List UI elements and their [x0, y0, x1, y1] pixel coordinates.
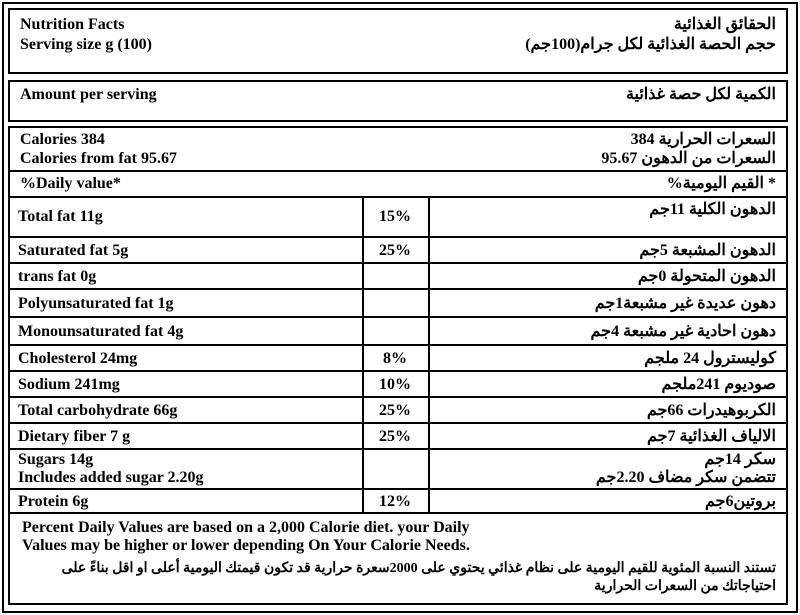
- nutrient-en: Sugars 14g: [18, 451, 94, 468]
- nutrient-table: [8, 196, 788, 514]
- table-row: [10, 318, 786, 346]
- daily-percent: 10%: [379, 376, 411, 393]
- table-row: [10, 264, 786, 290]
- daily-percent: 12%: [379, 493, 411, 510]
- nutrient-en: Saturated fat 5g: [18, 242, 129, 259]
- nutrient-ar: الكربوهيدرات 66جم: [646, 402, 776, 419]
- calories-from-fat-ar: السعرات من الدهون 95.67: [601, 150, 776, 167]
- nutrient-ar: سكر 14جم: [704, 451, 776, 468]
- nutrient-en-sub: Includes added sugar 2.20g: [18, 469, 204, 486]
- nutrient-ar: دهون احادية غير مشبعة 4جم: [590, 323, 776, 340]
- nutrient-ar: كوليسترول 24 ملجم: [644, 350, 776, 367]
- nutrient-en: Protein 6g: [18, 493, 89, 510]
- calories-section: [8, 126, 788, 172]
- table-row: [10, 424, 786, 450]
- table-row: [10, 490, 786, 514]
- nutrient-en: Cholesterol 24mg: [18, 350, 138, 367]
- footnote-ar-line-2: احتياجاتك من السعرات الحرارية: [594, 579, 776, 594]
- title-ar: الحقائق الغذائية: [673, 16, 776, 33]
- table-row: [10, 372, 786, 398]
- table-row: [10, 238, 786, 264]
- table-row: [10, 290, 786, 318]
- nutrient-en: Total fat 11g: [18, 208, 103, 225]
- footnote-ar-line-1: تستند النسبة المئوية للقيم اليومية على نظام غذائي يحتوي على 2000سعرة حرارية قد تكون قيمتك اليومية أعلى او اقل بناءً على: [61, 561, 776, 576]
- amount-per-serving-ar: الكمية لكل حصة غذائية: [625, 86, 776, 103]
- nutrient-ar: الالياف الغذائية 7جم: [646, 428, 776, 445]
- nutrient-ar: صوديوم 241ملجم: [661, 376, 776, 393]
- nutrient-en: Total carbohydrate 66g: [18, 402, 178, 419]
- nutrient-en: Dietary fiber 7 g: [18, 428, 131, 445]
- calories-ar: السعرات الحرارية 384: [630, 131, 776, 148]
- table-row: [10, 450, 786, 490]
- daily-value-section: [8, 172, 788, 198]
- footnote-en-line-2: Values may be higher or lower depending On Your Calorie Needs.: [22, 537, 470, 554]
- nutrient-ar-sub: تتضمن سكر مضاف 2.20جم: [595, 469, 776, 486]
- nutrient-en: Sodium 241mg: [18, 376, 120, 393]
- footnote-section: [8, 514, 788, 605]
- daily-value-en: %Daily value*: [20, 175, 121, 192]
- table-row: [10, 196, 786, 238]
- daily-percent: 25%: [379, 242, 411, 259]
- nutrient-en: Polyunsaturated fat 1g: [18, 295, 174, 312]
- table-row: [10, 346, 786, 372]
- nutrient-ar: الدهون المتحولة 0جم: [637, 268, 776, 285]
- amount-per-serving-en: Amount per serving: [20, 86, 157, 103]
- calories-en: Calories 384: [20, 131, 105, 148]
- nutrient-ar: دهون عديدة غير مشبعة1جم: [594, 295, 776, 312]
- serving-size-ar: حجم الحصة الغذائية لكل جرام(100جم): [525, 36, 776, 53]
- header-section: [8, 8, 788, 74]
- footnote-en-line-1: Percent Daily Values are based on a 2,000 Calorie diet. your Daily: [22, 519, 470, 536]
- nutrient-ar: بروتين6جم: [704, 493, 776, 510]
- title-en: Nutrition Facts: [20, 16, 125, 33]
- daily-percent: 15%: [379, 208, 411, 225]
- nutrient-en: Monounsaturated fat 4g: [18, 323, 184, 340]
- table-row: [10, 398, 786, 424]
- nutrient-ar: الدهون المشبعة 5جم: [639, 242, 776, 259]
- nutrient-en: trans fat 0g: [18, 268, 97, 285]
- nutrient-ar: الدهون الكلية 11جم: [649, 201, 776, 218]
- daily-percent: 8%: [383, 350, 407, 367]
- serving-size-en: Serving size g (100): [20, 36, 152, 53]
- daily-percent: 25%: [379, 428, 411, 445]
- calories-from-fat-en: Calories from fat 95.67: [20, 150, 177, 167]
- amount-section: [8, 80, 788, 122]
- daily-percent: 25%: [379, 402, 411, 419]
- daily-value-ar: * القيم اليومية%: [666, 175, 776, 192]
